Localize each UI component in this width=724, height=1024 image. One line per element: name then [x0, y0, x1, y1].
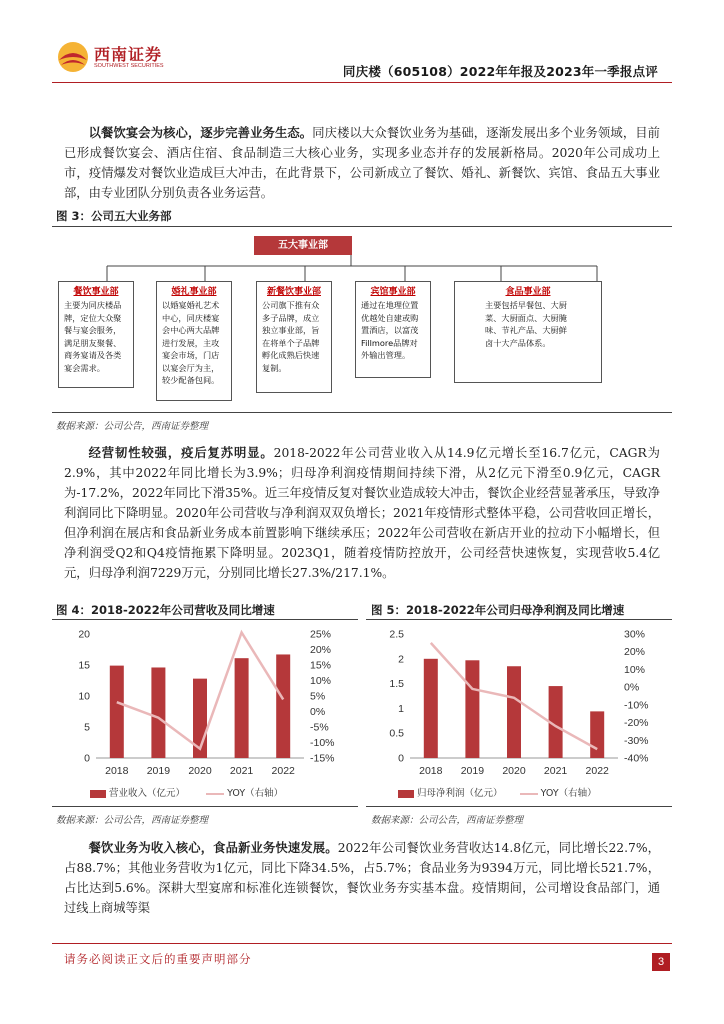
net-profit-x-tick-label: 2018	[419, 765, 443, 777]
header-divider	[52, 82, 672, 83]
revenue-left-tick-label: 15	[78, 659, 90, 672]
dept-name: 食品事业部	[505, 287, 551, 297]
legend-line-swatch	[520, 793, 538, 795]
logo	[56, 40, 196, 78]
net-profit-right-tick-label: 20%	[624, 646, 646, 659]
figure-4-bottom-rule	[52, 806, 358, 807]
revenue-right-tick-label: -10%	[310, 737, 335, 749]
revenue-bar	[110, 666, 124, 758]
revenue-right-tick-label: 25%	[310, 628, 332, 641]
dept-name: 宾馆事业部	[370, 287, 416, 297]
revenue-bar	[276, 654, 290, 758]
paragraph-body: 同庆楼以大众餐饮业务为基础，逐渐发展出多个业务领域，目前已形成餐饮宴会、酒店住宿、食品制造三大核心业务，实现多业态并存的发展新格局。2020年公司成功上市，疫情爆发对餐饮业造成巨大冲击，在此背景下，公司新成立了餐饮、婚礼、新餐饮、宾馆、食品五大事业部，由专业团队分别负责各业务运营。	[64, 126, 660, 200]
legend-line-swatch	[206, 793, 224, 795]
revenue-right-tick-label: 10%	[310, 675, 332, 687]
figure-5-bottom-rule	[366, 806, 672, 807]
revenue-left-tick-label: 5	[84, 721, 90, 734]
dept-box-food	[454, 281, 602, 383]
dept-box-wedding	[156, 281, 232, 401]
paragraph-catering-core	[64, 838, 660, 918]
revenue-bar	[235, 658, 249, 758]
legend-line-label: YOY（右轴）	[540, 788, 597, 799]
figure-4-source: 数据来源：公司公告，西南证券整理	[56, 815, 209, 826]
net-profit-left-tick-label: 0.5	[389, 727, 404, 740]
figure-3-bottom-rule	[52, 412, 672, 413]
figure-5-legend	[398, 785, 597, 799]
dept-desc: 主要为同庆楼品牌，定位大众聚餐与宴会服务，满足朋友聚餐、商务宴请及各类宴会需求。	[64, 300, 122, 373]
revenue-bar	[151, 667, 165, 758]
net-profit-right-tick-label: -30%	[624, 734, 649, 747]
revenue-left-tick-label: 10	[78, 690, 90, 703]
net-profit-x-tick-label: 2019	[460, 765, 485, 777]
revenue-right-tick-label: 0%	[310, 706, 326, 718]
net-profit-x-tick-label: 2022	[585, 765, 609, 777]
revenue-x-tick-label: 2021	[229, 765, 254, 777]
dept-desc: 主要包括早餐包、大厨菜、大厨面点、大厨腌味、节礼产品、大厨鲜卤十大产品体系。	[485, 300, 567, 348]
paragraph-lead: 经营韧性较强，疫后复苏明显。	[88, 446, 274, 460]
paragraph-lead: 餐饮业务为收入核心，食品新业务快速发展。	[88, 841, 338, 855]
revenue-x-tick-label: 2018	[105, 765, 129, 777]
net-profit-right-tick-label: -40%	[624, 752, 649, 765]
legend-bar-swatch	[90, 790, 106, 798]
legend-bar-swatch	[398, 790, 414, 798]
net-profit-left-tick-label: 1	[398, 702, 404, 715]
dept-name: 新餐饮事业部	[266, 287, 321, 297]
net-profit-bar	[465, 660, 479, 758]
net-profit-right-tick-label: 10%	[624, 663, 646, 676]
revenue-right-tick-label: -5%	[310, 721, 329, 734]
net-profit-bar	[507, 666, 521, 758]
legend-line-label: YOY（右轴）	[227, 788, 284, 799]
net-profit-right-tick-label: -20%	[624, 717, 649, 730]
chart-revenue	[52, 620, 358, 806]
figure-3-source: 数据来源：公司公告，西南证券整理	[56, 421, 209, 432]
revenue-right-tick-label: 15%	[310, 659, 332, 672]
logo-subtext: SOUTHWEST SECURITIES	[94, 63, 164, 69]
logo-text: 西南证券	[94, 45, 163, 64]
logo-icon	[56, 40, 90, 74]
figure-5-source: 数据来源：公司公告，西南证券整理	[371, 815, 524, 826]
net-profit-left-tick-label: 2	[398, 653, 404, 666]
net-profit-left-tick-label: 0	[398, 752, 404, 765]
org-chart	[52, 228, 672, 408]
dept-name: 婚礼事业部	[171, 287, 217, 297]
figure-3-title: 图 3：公司五大业务部	[56, 209, 172, 223]
dept-desc: 以婚宴婚礼艺术中心，同庆楼宴会中心两大品牌进行发展，主攻宴会市场，门店以宴会厅为主，较少配备包间。	[162, 300, 220, 385]
net-profit-x-tick-label: 2021	[543, 765, 568, 777]
chart-net-profit	[366, 620, 672, 806]
figure-4-title: 图 4：2018-2022年公司营收及同比增速	[56, 603, 275, 617]
dept-desc: 公司旗下推有众多子品牌，成立独立事业部，旨在将单个子品牌孵化成熟后快速复制。	[262, 300, 320, 373]
net-profit-left-tick-label: 1.5	[389, 678, 404, 691]
legend-bar-label: 营业收入（亿元）	[109, 788, 186, 799]
footer-notice: 请务必阅读正文后的重要声明部分	[64, 952, 252, 966]
revenue-x-tick-label: 2020	[188, 765, 212, 777]
page-number: 3	[652, 953, 670, 971]
dept-box-new-catering	[256, 281, 332, 393]
net-profit-x-tick-label: 2020	[502, 765, 526, 777]
revenue-right-tick-label: 20%	[310, 644, 332, 656]
net-profit-bar	[424, 659, 438, 758]
paragraph-resilience	[64, 443, 660, 583]
report-title: 同庆楼（605108）2022年年报及2023年一季报点评	[342, 64, 658, 79]
legend-bar-label: 归母净利润（亿元）	[417, 788, 503, 799]
footer-divider	[52, 943, 672, 944]
dept-name: 餐饮事业部	[73, 287, 119, 297]
paragraph-business-ecosystem	[64, 123, 660, 203]
revenue-right-tick-label: -15%	[310, 752, 335, 765]
net-profit-right-tick-label: 30%	[624, 628, 646, 641]
paragraph-lead: 以餐饮宴会为核心，逐步完善业务生态。	[88, 126, 313, 140]
revenue-left-tick-label: 0	[84, 752, 90, 765]
net-profit-left-tick-label: 2.5	[389, 628, 404, 641]
dept-box-catering	[58, 281, 134, 388]
revenue-x-tick-label: 2022	[271, 765, 295, 777]
dept-desc: 通过在地理位置优越处自建或购置酒店，以富茂Fillmore品牌对外输出管理。	[361, 300, 419, 360]
figure-5-title: 图 5：2018-2022年公司归母净利润及同比增速	[371, 603, 625, 617]
revenue-right-tick-label: 5%	[310, 690, 326, 703]
revenue-x-tick-label: 2019	[146, 765, 171, 777]
net-profit-bar	[590, 711, 604, 758]
net-profit-right-tick-label: -10%	[624, 699, 649, 712]
org-root: 五大事业部	[254, 236, 352, 255]
revenue-left-tick-label: 20	[78, 628, 90, 641]
figure-3-top-rule	[52, 226, 672, 227]
paragraph-body: 2018-2022年公司营业收入从14.9亿元增长至16.7亿元，CAGR为2.9%，其中2022年同比增长为3.9%；归母净利润疫情期间持续下滑，从2亿元下滑至0.9亿元，CAGR为-17.2%，2022年同比下滑35%。近三年疫情反复对餐饮业造成较大冲击，餐饮企业经营显著承压，导致净利润同比下降明显。2020年公司营收与净利润双双负增长；2021年疫情形式整体平稳，公司营收回正增长，但净利润在展店和食品新业务成本前置影响下继续承压；2022年公司营收在新店开业的拉动下小幅增长，但净利润受Q2和Q4疫情拖累下降明显。2023Q1，随着疫情防控放开，公司经营快速恢复，实现营收5.4亿元，归母净利润7229万元，分别同比增长27.3%/217.1%。	[64, 446, 660, 580]
dept-box-hotel	[355, 281, 431, 378]
figure-4-legend	[90, 785, 283, 799]
net-profit-right-tick-label: 0%	[624, 681, 640, 694]
paragraph-body: 2022年公司餐饮业务营收达14.8亿元，同比增长22.7%，占88.7%；其他业务营收为1亿元，同比下降34.5%，占5.7%；食品业务为9394万元，同比增长521.7%，占比达到5.6%。深耕大型宴席和标准化连锁餐饮，餐饮业务夯实基本盘。疫情期间，公司增设食品部门，通过线上商城等渠	[64, 841, 660, 915]
